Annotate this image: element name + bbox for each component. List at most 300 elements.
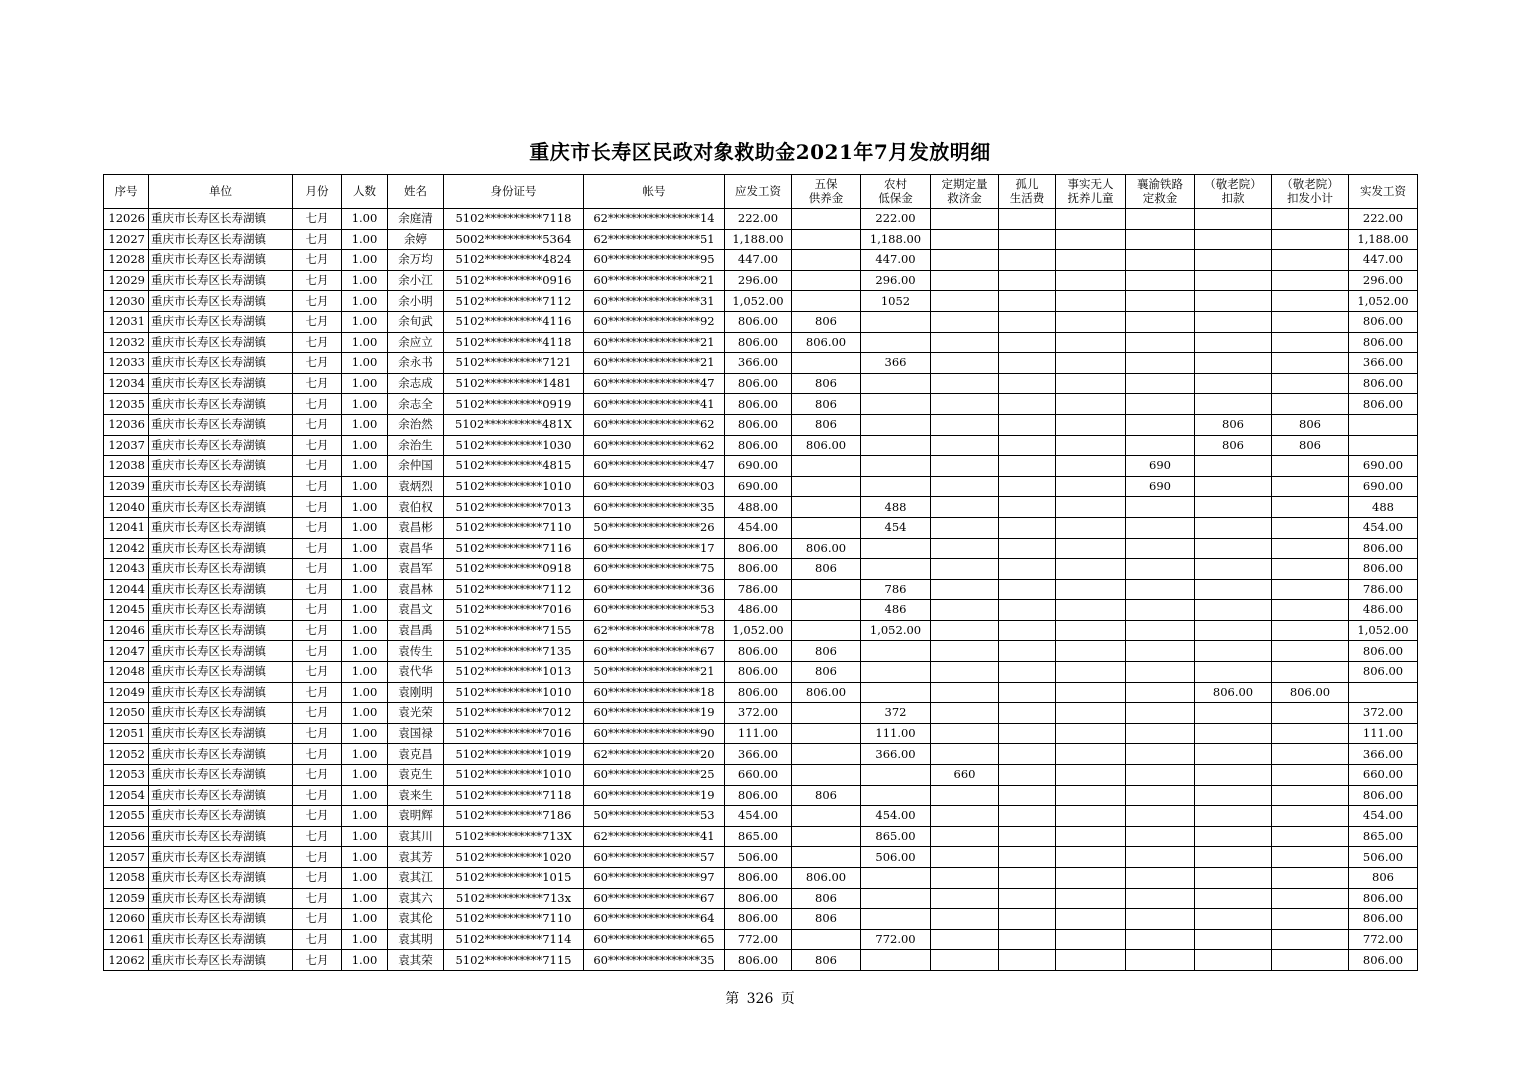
column-header-nursing-home-deduction: （敬老院） 扣款 [1195, 175, 1272, 209]
column-header-fixed-relief: 定期定量 救济金 [931, 175, 999, 209]
cell-unit: 重庆市长寿区长寿湖镇 [149, 929, 293, 950]
cell-unit: 重庆市长寿区长寿湖镇 [149, 435, 293, 456]
cell-seq: 12050 [104, 703, 149, 724]
cell-id-number: 5102**********1481 [444, 373, 584, 394]
cell-unit: 重庆市长寿区长寿湖镇 [149, 600, 293, 621]
cell-orphan-allowance [999, 538, 1056, 559]
cell-fixed-relief [931, 620, 999, 641]
cell-net-pay: 111.00 [1349, 723, 1418, 744]
cell-nursing-home-deduction [1195, 847, 1272, 868]
cell-net-pay: 865.00 [1349, 826, 1418, 847]
cell-name: 袁明辉 [388, 806, 444, 827]
cell-account: 60****************19 [584, 785, 725, 806]
cell-id-number: 5102**********7110 [444, 909, 584, 930]
cell-rural-subsistence: 372 [861, 703, 931, 724]
cell-account: 60****************35 [584, 497, 725, 518]
cell-rural-subsistence [861, 311, 931, 332]
cell-id-number: 5102**********7110 [444, 517, 584, 538]
cell-count: 1.00 [342, 703, 388, 724]
cell-orphan-allowance [999, 765, 1056, 786]
cell-net-pay: 690.00 [1349, 476, 1418, 497]
cell-nursing-home-deduction [1195, 785, 1272, 806]
cell-count: 1.00 [342, 888, 388, 909]
cell-railway-relief [1126, 538, 1195, 559]
cell-nursing-home-deduction: 806.00 [1195, 682, 1272, 703]
cell-nursing-home-subtotal [1272, 641, 1349, 662]
cell-month: 七月 [293, 909, 342, 930]
cell-month: 七月 [293, 435, 342, 456]
cell-fixed-relief [931, 579, 999, 600]
cell-gross-pay: 1,052.00 [725, 620, 792, 641]
cell-gross-pay: 506.00 [725, 847, 792, 868]
cell-unit: 重庆市长寿区长寿湖镇 [149, 682, 293, 703]
cell-unit: 重庆市长寿区长寿湖镇 [149, 373, 293, 394]
cell-unattended-child [1056, 517, 1126, 538]
cell-seq: 12026 [104, 209, 149, 230]
cell-count: 1.00 [342, 868, 388, 889]
cell-gross-pay: 690.00 [725, 456, 792, 477]
cell-unattended-child [1056, 209, 1126, 230]
table-row [104, 641, 1418, 662]
cell-railway-relief [1126, 744, 1195, 765]
cell-railway-relief [1126, 620, 1195, 641]
cell-fixed-relief [931, 600, 999, 621]
cell-railway-relief [1126, 806, 1195, 827]
cell-nursing-home-deduction [1195, 476, 1272, 497]
cell-orphan-allowance [999, 517, 1056, 538]
cell-month: 七月 [293, 826, 342, 847]
table-row [104, 826, 1418, 847]
cell-id-number: 5102**********7116 [444, 538, 584, 559]
cell-rural-subsistence [861, 888, 931, 909]
cell-unattended-child [1056, 311, 1126, 332]
cell-count: 1.00 [342, 785, 388, 806]
cell-gross-pay: 372.00 [725, 703, 792, 724]
cell-five-guarantee: 806.00 [792, 332, 861, 353]
cell-count: 1.00 [342, 641, 388, 662]
cell-orphan-allowance [999, 703, 1056, 724]
cell-unattended-child [1056, 373, 1126, 394]
cell-seq: 12038 [104, 456, 149, 477]
cell-unit: 重庆市长寿区长寿湖镇 [149, 414, 293, 435]
cell-railway-relief: 690 [1126, 476, 1195, 497]
cell-seq: 12037 [104, 435, 149, 456]
cell-count: 1.00 [342, 620, 388, 641]
cell-account: 60****************03 [584, 476, 725, 497]
cell-unattended-child [1056, 662, 1126, 683]
cell-nursing-home-deduction [1195, 517, 1272, 538]
cell-month: 七月 [293, 744, 342, 765]
cell-orphan-allowance [999, 826, 1056, 847]
cell-fixed-relief [931, 538, 999, 559]
cell-name: 袁昌禹 [388, 620, 444, 641]
cell-unattended-child [1056, 559, 1126, 580]
cell-gross-pay: 806.00 [725, 662, 792, 683]
cell-unit: 重庆市长寿区长寿湖镇 [149, 291, 293, 312]
cell-gross-pay: 486.00 [725, 600, 792, 621]
cell-orphan-allowance [999, 868, 1056, 889]
cell-account: 60****************67 [584, 888, 725, 909]
cell-month: 七月 [293, 888, 342, 909]
cell-account: 60****************41 [584, 394, 725, 415]
cell-account: 60****************90 [584, 723, 725, 744]
cell-unit: 重庆市长寿区长寿湖镇 [149, 517, 293, 538]
cell-month: 七月 [293, 806, 342, 827]
cell-gross-pay: 1,052.00 [725, 291, 792, 312]
cell-seq: 12040 [104, 497, 149, 518]
cell-nursing-home-subtotal [1272, 497, 1349, 518]
cell-five-guarantee: 806 [792, 373, 861, 394]
cell-name: 袁传生 [388, 641, 444, 662]
cell-seq: 12061 [104, 929, 149, 950]
cell-unattended-child [1056, 538, 1126, 559]
cell-fixed-relief [931, 270, 999, 291]
cell-nursing-home-deduction [1195, 250, 1272, 271]
cell-gross-pay: 222.00 [725, 209, 792, 230]
cell-nursing-home-deduction [1195, 868, 1272, 889]
cell-orphan-allowance [999, 332, 1056, 353]
cell-railway-relief [1126, 765, 1195, 786]
cell-account: 60****************35 [584, 950, 725, 971]
cell-fixed-relief [931, 559, 999, 580]
cell-fixed-relief [931, 435, 999, 456]
cell-name: 袁炳烈 [388, 476, 444, 497]
cell-seq: 12058 [104, 868, 149, 889]
cell-name: 余治生 [388, 435, 444, 456]
cell-id-number: 5102**********7186 [444, 806, 584, 827]
cell-month: 七月 [293, 538, 342, 559]
cell-nursing-home-deduction [1195, 394, 1272, 415]
cell-orphan-allowance [999, 620, 1056, 641]
cell-orphan-allowance [999, 497, 1056, 518]
cell-gross-pay: 366.00 [725, 353, 792, 374]
cell-net-pay: 806.00 [1349, 311, 1418, 332]
cell-rural-subsistence [861, 785, 931, 806]
cell-orphan-allowance [999, 662, 1056, 683]
cell-five-guarantee [792, 765, 861, 786]
cell-five-guarantee [792, 456, 861, 477]
cell-count: 1.00 [342, 435, 388, 456]
cell-gross-pay: 1,188.00 [725, 229, 792, 250]
cell-account: 50****************26 [584, 517, 725, 538]
cell-seq: 12043 [104, 559, 149, 580]
cell-id-number: 5102**********1020 [444, 847, 584, 868]
cell-unit: 重庆市长寿区长寿湖镇 [149, 538, 293, 559]
cell-nursing-home-subtotal: 806 [1272, 435, 1349, 456]
cell-month: 七月 [293, 785, 342, 806]
cell-account: 50****************53 [584, 806, 725, 827]
cell-fixed-relief [931, 641, 999, 662]
cell-account: 60****************17 [584, 538, 725, 559]
cell-nursing-home-subtotal [1272, 456, 1349, 477]
cell-rural-subsistence [861, 909, 931, 930]
cell-account: 62****************41 [584, 826, 725, 847]
cell-id-number: 5102**********1013 [444, 662, 584, 683]
cell-unattended-child [1056, 620, 1126, 641]
cell-five-guarantee: 806 [792, 950, 861, 971]
column-header-name: 姓名 [388, 175, 444, 209]
cell-net-pay: 506.00 [1349, 847, 1418, 868]
cell-seq: 12034 [104, 373, 149, 394]
cell-railway-relief [1126, 250, 1195, 271]
cell-name: 余庭清 [388, 209, 444, 230]
cell-unit: 重庆市长寿区长寿湖镇 [149, 826, 293, 847]
cell-orphan-allowance [999, 847, 1056, 868]
cell-five-guarantee [792, 353, 861, 374]
cell-account: 62****************78 [584, 620, 725, 641]
cell-nursing-home-subtotal [1272, 847, 1349, 868]
cell-gross-pay: 806.00 [725, 332, 792, 353]
cell-account: 60****************92 [584, 311, 725, 332]
cell-unit: 重庆市长寿区长寿湖镇 [149, 765, 293, 786]
cell-count: 1.00 [342, 579, 388, 600]
column-header-railway-relief: 襄渝铁路 定救金 [1126, 175, 1195, 209]
cell-unit: 重庆市长寿区长寿湖镇 [149, 847, 293, 868]
cell-gross-pay: 806.00 [725, 909, 792, 930]
cell-count: 1.00 [342, 744, 388, 765]
cell-gross-pay: 806.00 [725, 868, 792, 889]
cell-gross-pay: 454.00 [725, 806, 792, 827]
cell-seq: 12059 [104, 888, 149, 909]
cell-rural-subsistence: 1,188.00 [861, 229, 931, 250]
cell-gross-pay: 806.00 [725, 888, 792, 909]
cell-five-guarantee: 806 [792, 414, 861, 435]
cell-five-guarantee [792, 929, 861, 950]
cell-count: 1.00 [342, 270, 388, 291]
cell-unit: 重庆市长寿区长寿湖镇 [149, 311, 293, 332]
cell-fixed-relief [931, 806, 999, 827]
cell-nursing-home-subtotal [1272, 559, 1349, 580]
cell-five-guarantee [792, 579, 861, 600]
cell-unit: 重庆市长寿区长寿湖镇 [149, 950, 293, 971]
cell-fixed-relief [931, 744, 999, 765]
cell-five-guarantee [792, 620, 861, 641]
cell-nursing-home-subtotal [1272, 270, 1349, 291]
cell-account: 62****************51 [584, 229, 725, 250]
cell-net-pay: 690.00 [1349, 456, 1418, 477]
cell-id-number: 5102**********713x [444, 888, 584, 909]
cell-rural-subsistence [861, 641, 931, 662]
cell-net-pay: 806.00 [1349, 641, 1418, 662]
cell-count: 1.00 [342, 414, 388, 435]
cell-month: 七月 [293, 641, 342, 662]
column-header-count: 人数 [342, 175, 388, 209]
cell-month: 七月 [293, 579, 342, 600]
cell-account: 62****************14 [584, 209, 725, 230]
cell-net-pay: 772.00 [1349, 929, 1418, 950]
table-row [104, 270, 1418, 291]
cell-id-number: 5102**********0916 [444, 270, 584, 291]
table-row [104, 373, 1418, 394]
table-row [104, 353, 1418, 374]
cell-five-guarantee: 806 [792, 641, 861, 662]
cell-fixed-relief [931, 394, 999, 415]
cell-nursing-home-deduction [1195, 723, 1272, 744]
cell-name: 余永书 [388, 353, 444, 374]
cell-count: 1.00 [342, 476, 388, 497]
cell-net-pay: 806.00 [1349, 909, 1418, 930]
cell-orphan-allowance [999, 806, 1056, 827]
cell-name: 袁其伦 [388, 909, 444, 930]
cell-seq: 12041 [104, 517, 149, 538]
cell-name: 余小明 [388, 291, 444, 312]
cell-five-guarantee [792, 250, 861, 271]
cell-five-guarantee [792, 476, 861, 497]
cell-nursing-home-deduction [1195, 765, 1272, 786]
page-number: 第 326 页 [725, 991, 795, 1007]
cell-account: 60****************47 [584, 373, 725, 394]
cell-unattended-child [1056, 456, 1126, 477]
cell-unattended-child [1056, 353, 1126, 374]
cell-count: 1.00 [342, 517, 388, 538]
cell-unattended-child [1056, 497, 1126, 518]
cell-orphan-allowance [999, 270, 1056, 291]
cell-month: 七月 [293, 270, 342, 291]
cell-id-number: 5102**********1010 [444, 476, 584, 497]
cell-five-guarantee: 806.00 [792, 538, 861, 559]
cell-rural-subsistence [861, 373, 931, 394]
cell-fixed-relief [931, 929, 999, 950]
cell-five-guarantee: 806.00 [792, 682, 861, 703]
cell-fixed-relief [931, 373, 999, 394]
cell-five-guarantee [792, 517, 861, 538]
cell-id-number: 5102**********1030 [444, 435, 584, 456]
column-header-rural-subsistence: 农村 低保金 [861, 175, 931, 209]
cell-five-guarantee: 806 [792, 311, 861, 332]
cell-unattended-child [1056, 291, 1126, 312]
cell-net-pay: 806.00 [1349, 373, 1418, 394]
cell-orphan-allowance [999, 785, 1056, 806]
cell-fixed-relief [931, 291, 999, 312]
cell-railway-relief [1126, 662, 1195, 683]
cell-count: 1.00 [342, 662, 388, 683]
cell-railway-relief [1126, 723, 1195, 744]
cell-month: 七月 [293, 682, 342, 703]
cell-orphan-allowance [999, 414, 1056, 435]
cell-fixed-relief [931, 353, 999, 374]
cell-name: 余志全 [388, 394, 444, 415]
cell-month: 七月 [293, 662, 342, 683]
cell-five-guarantee [792, 600, 861, 621]
cell-rural-subsistence: 1,052.00 [861, 620, 931, 641]
cell-net-pay: 296.00 [1349, 270, 1418, 291]
cell-nursing-home-subtotal [1272, 353, 1349, 374]
cell-unit: 重庆市长寿区长寿湖镇 [149, 353, 293, 374]
cell-account: 50****************21 [584, 662, 725, 683]
cell-gross-pay: 488.00 [725, 497, 792, 518]
cell-month: 七月 [293, 250, 342, 271]
cell-railway-relief [1126, 847, 1195, 868]
cell-railway-relief [1126, 414, 1195, 435]
cell-orphan-allowance [999, 909, 1056, 930]
table-row [104, 517, 1418, 538]
cell-count: 1.00 [342, 497, 388, 518]
cell-gross-pay: 806.00 [725, 641, 792, 662]
cell-railway-relief [1126, 703, 1195, 724]
cell-account: 60****************21 [584, 270, 725, 291]
cell-seq: 12027 [104, 229, 149, 250]
cell-fixed-relief [931, 950, 999, 971]
cell-unit: 重庆市长寿区长寿湖镇 [149, 394, 293, 415]
cell-nursing-home-subtotal [1272, 538, 1349, 559]
column-header-id-number: 身份证号 [444, 175, 584, 209]
cell-nursing-home-subtotal [1272, 517, 1349, 538]
table-row [104, 929, 1418, 950]
cell-unit: 重庆市长寿区长寿湖镇 [149, 497, 293, 518]
cell-rural-subsistence: 296.00 [861, 270, 931, 291]
cell-account: 60****************21 [584, 332, 725, 353]
cell-count: 1.00 [342, 600, 388, 621]
cell-account: 60****************97 [584, 868, 725, 889]
cell-name: 余旬武 [388, 311, 444, 332]
table-row [104, 662, 1418, 683]
cell-unit: 重庆市长寿区长寿湖镇 [149, 476, 293, 497]
column-header-seq: 序号 [104, 175, 149, 209]
cell-unattended-child [1056, 888, 1126, 909]
cell-month: 七月 [293, 559, 342, 580]
cell-month: 七月 [293, 353, 342, 374]
column-header-unit: 单位 [149, 175, 293, 209]
cell-month: 七月 [293, 600, 342, 621]
cell-nursing-home-subtotal [1272, 229, 1349, 250]
table-row [104, 538, 1418, 559]
cell-fixed-relief [931, 311, 999, 332]
cell-account: 62****************20 [584, 744, 725, 765]
cell-account: 60****************47 [584, 456, 725, 477]
cell-name: 袁其荣 [388, 950, 444, 971]
table-row [104, 414, 1418, 435]
cell-count: 1.00 [342, 353, 388, 374]
cell-orphan-allowance [999, 373, 1056, 394]
cell-seq: 12028 [104, 250, 149, 271]
cell-nursing-home-subtotal [1272, 785, 1349, 806]
cell-orphan-allowance [999, 476, 1056, 497]
cell-count: 1.00 [342, 559, 388, 580]
cell-gross-pay: 772.00 [725, 929, 792, 950]
table-row [104, 311, 1418, 332]
cell-nursing-home-subtotal [1272, 806, 1349, 827]
header-row [104, 175, 1418, 209]
cell-railway-relief [1126, 270, 1195, 291]
cell-nursing-home-subtotal [1272, 291, 1349, 312]
cell-gross-pay: 690.00 [725, 476, 792, 497]
cell-rural-subsistence [861, 456, 931, 477]
cell-id-number: 5102**********7155 [444, 620, 584, 641]
cell-unit: 重庆市长寿区长寿湖镇 [149, 270, 293, 291]
cell-unit: 重庆市长寿区长寿湖镇 [149, 579, 293, 600]
cell-gross-pay: 806.00 [725, 538, 792, 559]
cell-count: 1.00 [342, 538, 388, 559]
cell-rural-subsistence: 486 [861, 600, 931, 621]
cell-orphan-allowance [999, 950, 1056, 971]
cell-name: 袁其明 [388, 929, 444, 950]
cell-id-number: 5102**********1010 [444, 682, 584, 703]
cell-nursing-home-deduction [1195, 229, 1272, 250]
cell-nursing-home-deduction [1195, 579, 1272, 600]
cell-name: 余治然 [388, 414, 444, 435]
cell-nursing-home-deduction [1195, 888, 1272, 909]
cell-railway-relief [1126, 600, 1195, 621]
cell-fixed-relief [931, 414, 999, 435]
cell-rural-subsistence: 488 [861, 497, 931, 518]
cell-unit: 重庆市长寿区长寿湖镇 [149, 806, 293, 827]
cell-rural-subsistence [861, 332, 931, 353]
cell-name: 袁其六 [388, 888, 444, 909]
cell-nursing-home-subtotal [1272, 826, 1349, 847]
cell-name: 袁代华 [388, 662, 444, 683]
cell-month: 七月 [293, 476, 342, 497]
cell-nursing-home-deduction [1195, 806, 1272, 827]
